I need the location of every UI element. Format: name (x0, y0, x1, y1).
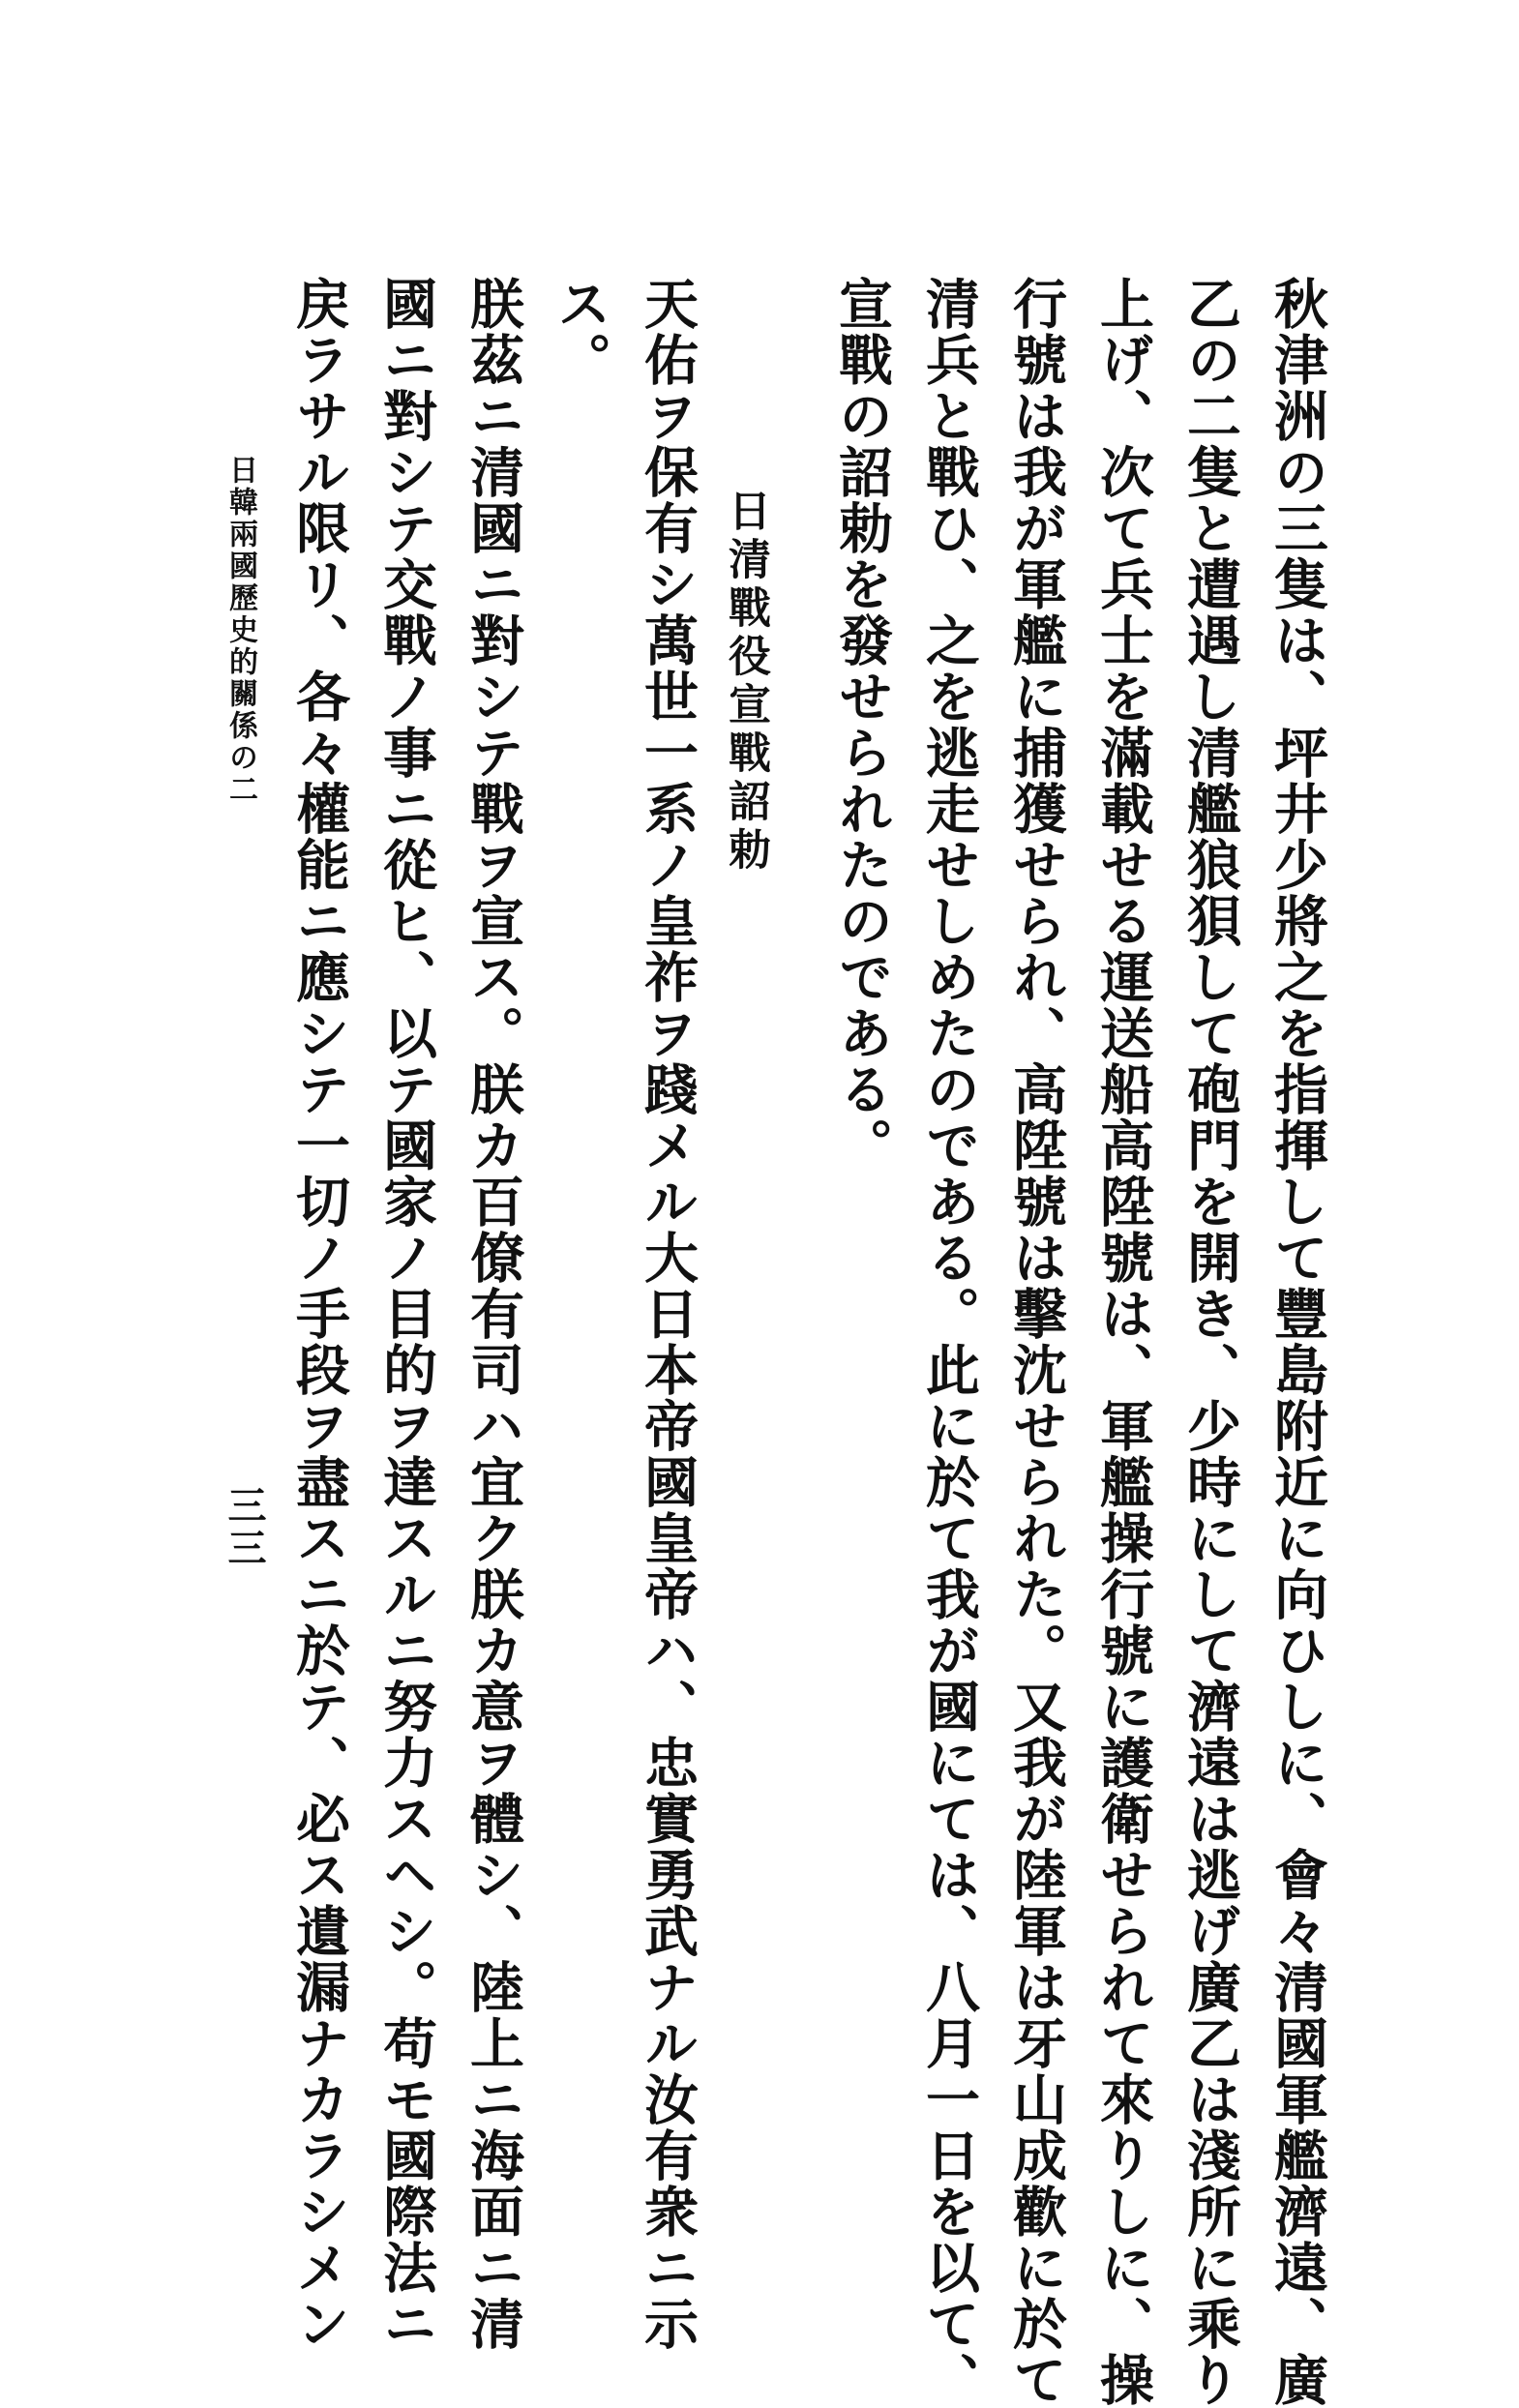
paragraph-line: 秋津洲の三隻は、坪井少將之を指揮して豐島附近に向ひしに、會々清國軍艦濟遠、廣 (1266, 276, 1329, 2408)
edict-line: 戻ラサル限リ、各々權能ニ應シテ一切ノ手段ヲ盡スニ於テ、必ス遺漏ナカラシメン (287, 276, 351, 2352)
running-footer-title: 日韓兩國歷史的關係の二 (223, 455, 257, 806)
paragraph-line: 清兵と戰ひ、之を逃走せしめたのである。此に於て我が國にては、八月一日を以て、 (917, 276, 981, 2408)
paragraph-line: 宣戰の詔勅を發せられたのである。 (830, 276, 894, 1174)
paragraph-line: 乙の二隻と遭遇し清艦狼狽して砲門を開き、少時にして濟遠は逃げ廣乙は淺所に乘り (1178, 276, 1242, 2408)
edict-line: 朕茲ニ清國ニ對シテ戰ヲ宣ス。朕カ百僚有司ハ宜ク朕カ意ヲ體シ、陸上ニ海面ニ清 (462, 276, 525, 2352)
edict-line: 天佑ヲ保有シ萬世一系ノ皇祚ヲ踐メル大日本帝國皇帝ハ、忠實勇武ナル汝有衆ニ示 (636, 276, 700, 2352)
paragraph-line: 行號は我が軍艦に捕獲せられ、高陞號は擊沈せられた。又我が陸軍は牙山成歡に於て (1004, 276, 1068, 2408)
edict-line: 國ニ對シテ交戰ノ事ニ從ヒ、以テ國家ノ目的ヲ達スルニ努力スヘシ。苟モ國際法ニ (374, 276, 438, 2352)
page-number: 三三 (222, 1485, 267, 1570)
paragraph-line: 上げ、次て兵士を滿載せる運送船高陞號は、軍艦操行號に護衛せられて來りしに、操 (1091, 276, 1155, 2408)
section-heading: 日清戰役宣戰詔勅 (721, 489, 770, 876)
edict-line: ス。 (549, 276, 612, 388)
